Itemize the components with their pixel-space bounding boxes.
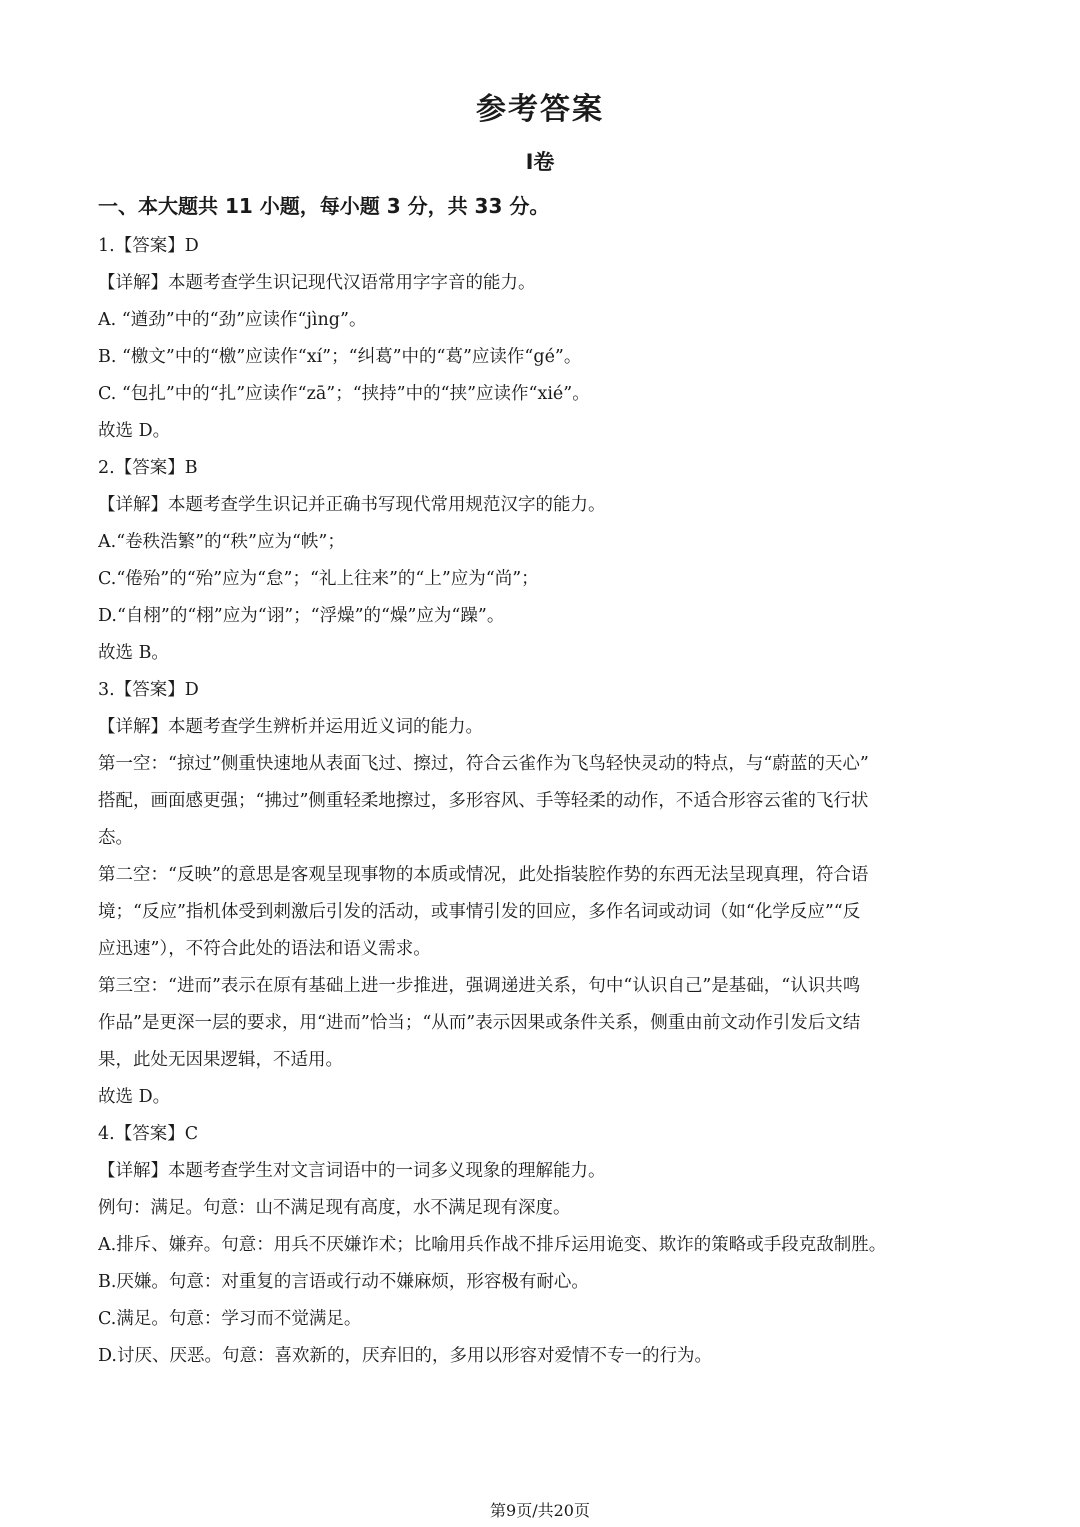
text-line: 故选 B。	[98, 643, 169, 663]
text-line: 作品”是更深一层的要求，用“进而”恰当；“从而”表示因果或条件关系，侧重由前文动作引发后文结	[98, 1013, 861, 1033]
text-line: 故选 D。	[98, 421, 171, 441]
answer-content	[98, 228, 978, 1375]
text-line: 态。	[98, 828, 133, 848]
text-line: C.满足。句意：学习而不觉满足。	[98, 1309, 362, 1329]
page-title: 参考答案	[476, 92, 604, 127]
text-line: 第一空：“掠过”侧重快速地从表面飞过、擦过，符合云雀作为飞鸟轻快灵动的特点，与“蔚蓝的天心”	[98, 754, 869, 774]
text-line: 【详解】本题考查学生识记并正确书写现代常用规范汉字的能力。	[98, 495, 606, 515]
text-line: 第二空：“反映”的意思是客观呈现事物的本质或情况，此处指装腔作势的东西无法呈现真理，符合语	[98, 865, 869, 885]
text-line: C.“倦殆”的“殆”应为“怠”；“礼上往来”的“上”应为“尚”；	[98, 569, 539, 589]
text-line: D.讨厌、厌恶。句意：喜欢新的，厌弃旧的，多用以形容对爱情不专一的行为。	[98, 1346, 712, 1366]
text-line: 4.【答案】C	[98, 1124, 199, 1144]
text-line: A.排斥、嫌弃。句意：用兵不厌嫌诈术；比喻用兵作战不排斥运用诡变、欺诈的策略或手段克敌制胜。	[98, 1235, 887, 1255]
text-line: 果，此处无因果逻辑，不适用。	[98, 1050, 343, 1070]
text-line: B.厌嫌。句意：对重复的言语或行动不嫌麻烦，形容极有耐心。	[98, 1272, 589, 1292]
text-line: D.“自栩”的“栩”应为“诩”；“浮燥”的“燥”应为“躁”。	[98, 606, 505, 626]
text-line: 【详解】本题考查学生辨析并运用近义词的能力。	[98, 717, 483, 737]
text-line: 境；“反应”指机体受到刺激后引发的活动，或事情引发的回应，多作名词或动词（如“化学反应”“反	[98, 902, 861, 922]
text-line: 1.【答案】D	[98, 236, 199, 256]
text-line: 第三空：“进而”表示在原有基础上进一步推进，强调递进关系，句中“认识自己”是基础，“认识共鸣	[98, 976, 861, 996]
text-line: 【详解】本题考查学生对文言词语中的一词多义现象的理解能力。	[98, 1161, 606, 1181]
text-line: B. “檄文”中的“檄”应读作“xí”；“纠葛”中的“葛”应读作“gé”。	[98, 347, 582, 367]
text-line: A. “遒劲”中的“劲”应读作“jìng”。	[98, 310, 367, 330]
text-line: 3.【答案】D	[98, 680, 199, 700]
text-line: 故选 D。	[98, 1087, 171, 1107]
text-line: A.“卷秩浩繁”的“秩”应为“帙”；	[98, 532, 345, 552]
text-line: 应迅速”），不符合此处的语法和语义需求。	[98, 939, 431, 959]
volume-title: Ⅰ卷	[525, 150, 555, 174]
page-number-footer: 第9页/共20页	[490, 1501, 590, 1520]
text-line: 例句：满足。句意：山不满足现有高度，水不满足现有深度。	[98, 1198, 571, 1218]
text-line: 【详解】本题考查学生识记现代汉语常用字字音的能力。	[98, 273, 536, 293]
section-heading: 一、本大题共 11 小题，每小题 3 分，共 33 分。	[98, 194, 550, 218]
text-line: 2.【答案】B	[98, 458, 198, 478]
text-line: 搭配，画面感更强；“拂过”侧重轻柔地擦过，多形容风、手等轻柔的动作，不适合形容云雀的飞行状	[98, 791, 869, 811]
text-line: C. “包扎”中的“扎”应读作“zā”；“挟持”中的“挟”应读作“xié”。	[98, 384, 590, 404]
